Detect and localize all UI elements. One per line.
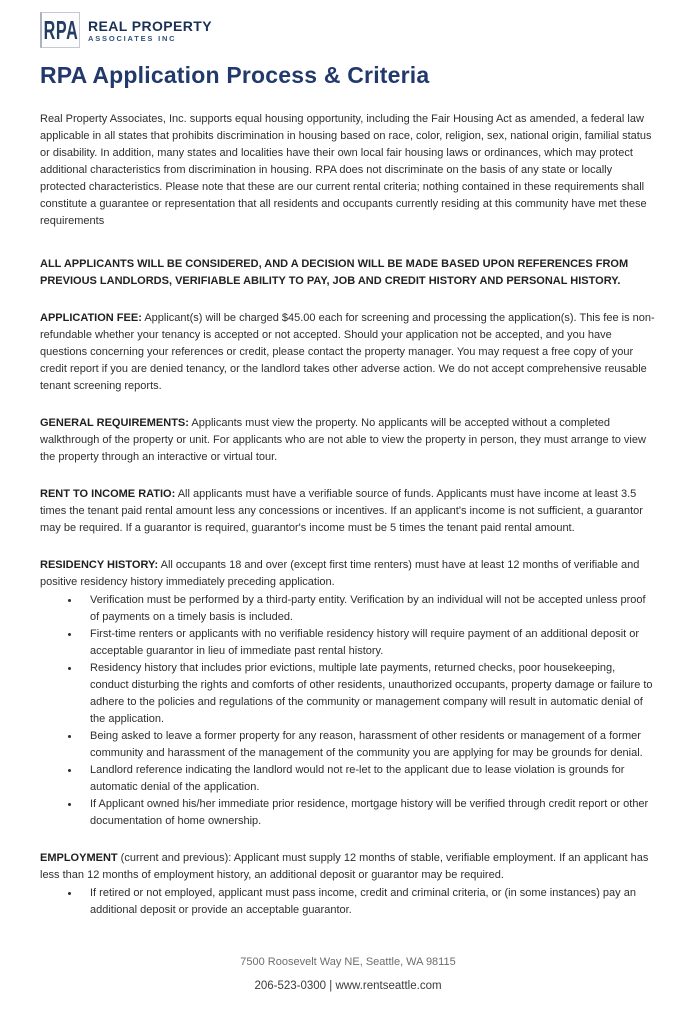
- section-label: RENT TO INCOME RATIO:: [40, 488, 176, 500]
- logo-company-name: REAL PROPERTY: [88, 17, 212, 34]
- footer-contact: 206-523-0300 | www.rentseattle.com: [254, 980, 442, 992]
- section-employment: [40, 850, 656, 919]
- section-application-fee: [40, 310, 656, 395]
- footer-address: 7500 Roosevelt Way NE, Seattle, WA 98115: [240, 956, 456, 968]
- section-rent-to-income: [40, 486, 656, 537]
- logo-company-subname: ASSOCIATES INC: [88, 33, 177, 43]
- bullet-item: • If retired or not employed, applicant must pass income, credit and criminal criteria, or (in some instances) pay an additional deposit or provide an acceptable guarantor.: [80, 885, 656, 919]
- intro-paragraph: Real Property Associates, Inc. supports equal housing opportunity, including the Fair Housing Act as amended, a federal law applicable in all states that prohibits discrimination in housing based on race, color, religion, sex, national origin, familial status or disability. In addition, many states and localities have their own local fair housing laws or ordinances, which may protect additional characteristics from discrimination in housing. RPA does not discriminate on the basis of any state or locally protected characteristics. Please note that these are our current rental criteria; nothing contained in these requirements shall constitute a guarantee or representation that all residents and occupants currently residing at this community have met these requirements: [40, 113, 652, 227]
- document-footer: [40, 919, 656, 994]
- section-label: RESIDENCY HISTORY:: [40, 559, 159, 571]
- rpa-logo: [40, 12, 656, 48]
- notice-paragraph: ALL APPLICANTS WILL BE CONSIDERED, AND A DECISION WILL BE MADE BASED UPON REFERENCES FROM PREVIOUS LANDLORDS, VERIFIABLE ABILITY TO PAY, JOB AND CREDIT HISTORY AND PERSONAL HISTORY.: [40, 258, 629, 287]
- bullet-item: • Being asked to leave a former property for any reason, harassment of other residents or management of a former community and harassment of the management of the community you are applying for may be grounds for denial.: [80, 728, 656, 762]
- section-label: GENERAL REQUIREMENTS:: [40, 417, 189, 429]
- residency-bullet-list: [80, 592, 656, 830]
- section-residency-history: [40, 557, 656, 830]
- section-text: Applicants must view the property. No applicants will be accepted without a completed walkthrough of the property or unit. For applicants who are not able to view the property in person, they must arrange to view the property through an interactive or virtual tour.: [40, 417, 646, 463]
- bullet-item: • If Applicant owned his/her immediate prior residence, mortgage history will be verified through credit report or other documentation of home ownership.: [80, 796, 656, 830]
- logo-wordmark: [88, 18, 212, 43]
- section-label: APPLICATION FEE:: [40, 312, 142, 324]
- section-label: EMPLOYMENT: [40, 852, 118, 864]
- bullet-item: • Verification must be performed by a third-party entity. Verification by an individual will not be accepted unless proof of payments on a timely basis is included.: [80, 592, 656, 626]
- section-label-suffix: (current and previous):: [117, 852, 234, 864]
- bullet-item: • Residency history that includes prior evictions, multiple late payments, returned checks, poor housekeeping, conduct disturbing the rights and comforts of other residents, unauthorized occupants, property damage or failure to adhere to the policies and regulations of the community or management company will result in automatic denial of the application.: [80, 660, 656, 728]
- bullet-item: • Landlord reference indicating the landlord would not re-let to the applicant due to lease violation is grounds for automatic denial of the application.: [80, 762, 656, 796]
- section-text: Applicant must supply 12 months of stable, verifiable employment. If an applicant has less than 12 months of employment history, an additional deposit or guarantor may be required.: [40, 852, 649, 881]
- employment-bullet-list: [80, 885, 656, 919]
- section-text: All occupants 18 and over (except first time renters) must have at least 12 months of verifiable and positive residency history immediately preceding application.: [40, 559, 640, 588]
- section-text: Applicant(s) will be charged $45.00 each for screening and processing the application(s). This fee is non-refundable whether your tenancy is accepted or not accepted. Should your application not be accepted, and you have questions concerning your references or credit, please contact the property manager. You may request a free copy of your credit report if you are denied tenancy, or the landlord takes other adverse action. We do not accept comprehensive reusable tenant screening reports.: [40, 312, 655, 392]
- rpa-logo-icon: [40, 12, 80, 48]
- bullet-item: • First-time renters or applicants with no verifiable residency history will require payment of an additional deposit or acceptable guarantor in lieu of immediate past rental history.: [80, 626, 656, 660]
- page-title: RPA Application Process & Criteria: [40, 62, 430, 88]
- section-general-requirements: [40, 415, 656, 466]
- section-text: All applicants must have a verifiable source of funds. Applicants must have income at least 3.5 times the tenant paid rental amount less any concessions or incentives. If an applicant's income is not sufficient, a guarantor may be required. If a guarantor is required, guarantor's income must be 5 times the tenant paid rental amount.: [40, 488, 643, 534]
- logo-monogram: RPA: [43, 15, 78, 45]
